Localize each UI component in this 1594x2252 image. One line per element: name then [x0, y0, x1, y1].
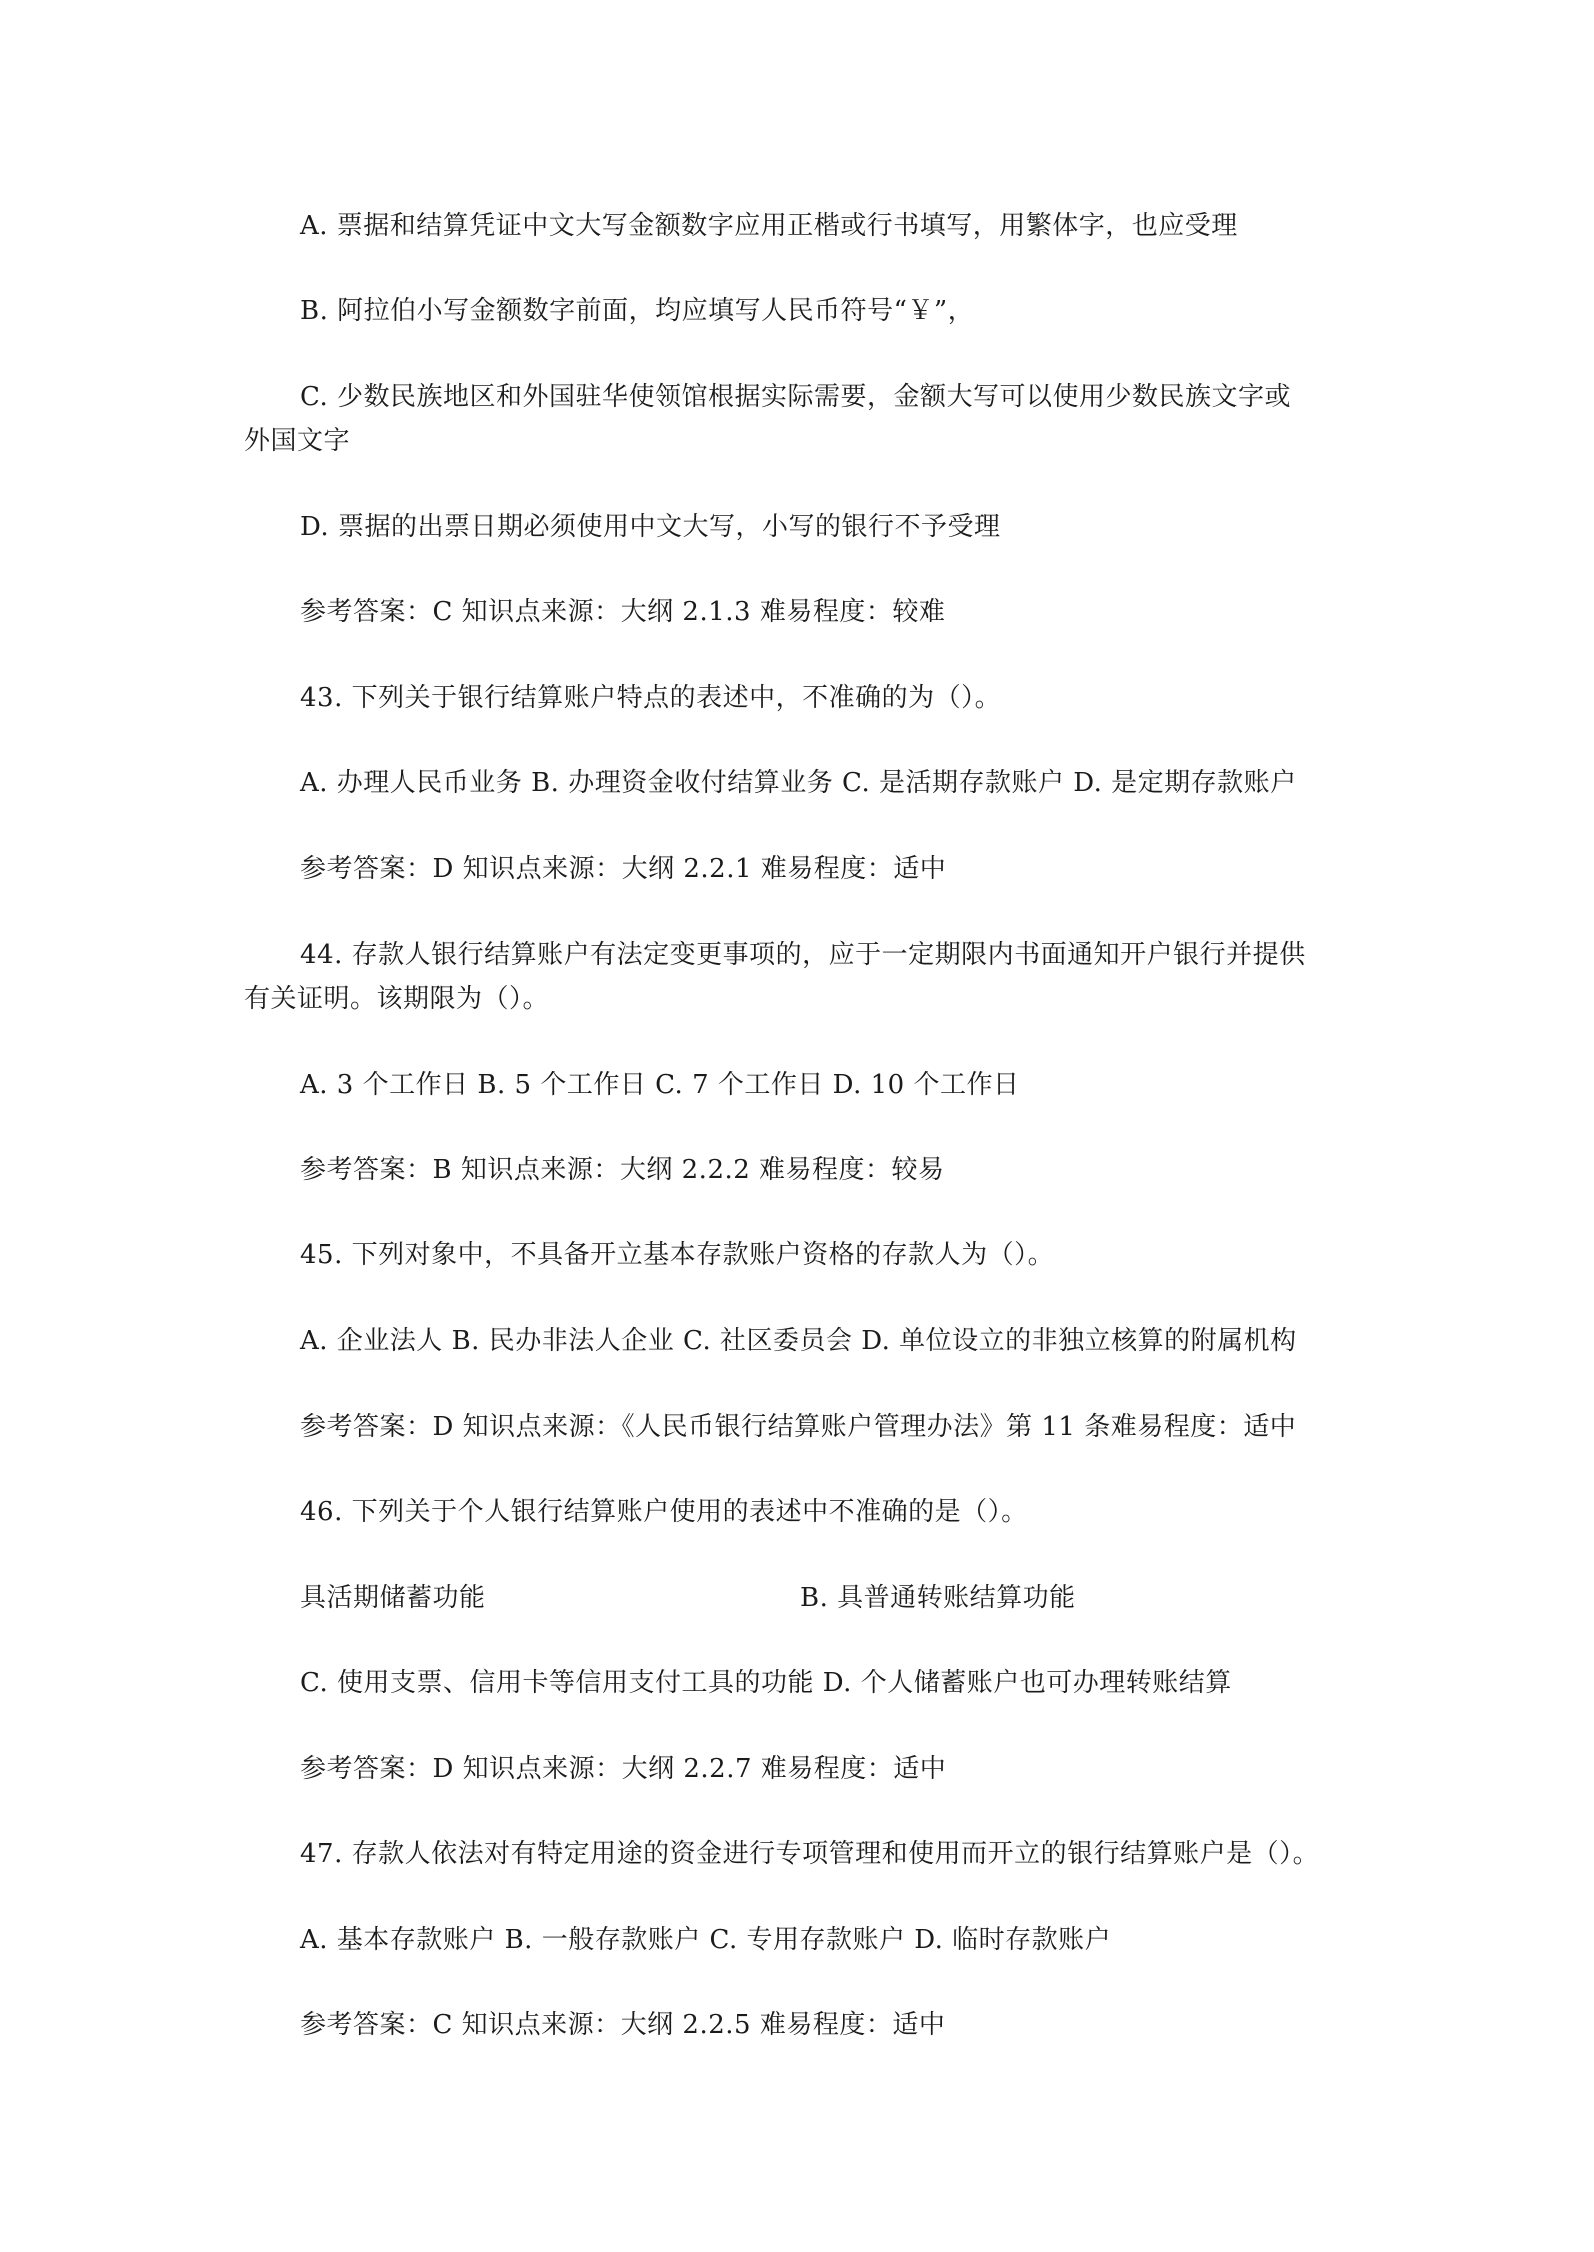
q43-question: 43. 下列关于银行结算账户特点的表述中，不准确的为（）。 — [300, 683, 1002, 713]
q46-options-cd: C. 使用支票、信用卡等信用支付工具的功能 D. 个人储蓄账户也可办理转账结算 — [300, 1668, 1232, 1698]
q45-answer: 参考答案：D 知识点来源：《人民币银行结算账户管理办法》第 11 条难易程度：适中 — [300, 1412, 1297, 1442]
q42-option-c-line1: C. 少数民族地区和外国驻华使领馆根据实际需要，金额大写可以使用少数民族文字或 — [300, 382, 1291, 412]
q43-options: A. 办理人民币业务 B. 办理资金收付结算业务 C. 是活期存款账户 D. 是定期存款账户 — [300, 768, 1297, 798]
q42-answer: 参考答案：C 知识点来源：大纲 2.1.3 难易程度：较难 — [300, 597, 946, 627]
q44-answer: 参考答案：B 知识点来源：大纲 2.2.2 难易程度：较易 — [300, 1155, 945, 1185]
q44-question-line1: 44. 存款人银行结算账户有法定变更事项的，应于一定期限内书面通知开户银行并提供 — [300, 940, 1306, 970]
q46-option-a: 具活期储蓄功能 — [300, 1583, 486, 1613]
q47-question: 47. 存款人依法对有特定用途的资金进行专项管理和使用而开立的银行结算账户是（）。 — [300, 1839, 1320, 1869]
q45-question: 45. 下列对象中，不具备开立基本存款账户资格的存款人为（）。 — [300, 1240, 1055, 1270]
q42-option-c-line2: 外国文字 — [244, 426, 351, 456]
q42-option-a: A. 票据和结算凭证中文大写金额数字应用正楷或行书填写，用繁体字，也应受理 — [300, 211, 1238, 241]
q43-answer: 参考答案：D 知识点来源：大纲 2.2.1 难易程度：适中 — [300, 854, 947, 884]
q47-answer: 参考答案：C 知识点来源：大纲 2.2.5 难易程度：适中 — [300, 2010, 946, 2040]
q44-options: A. 3 个工作日 B. 5 个工作日 C. 7 个工作日 D. 10 个工作日 — [300, 1070, 1020, 1100]
q44-question-line2: 有关证明。该期限为（）。 — [244, 984, 550, 1014]
q42-option-d: D. 票据的出票日期必须使用中文大写，小写的银行不予受理 — [300, 512, 1001, 542]
q46-question: 46. 下列关于个人银行结算账户使用的表述中不准确的是（）。 — [300, 1497, 1028, 1527]
q42-option-b: B. 阿拉伯小写金额数字前面，均应填写人民币符号“￥”， — [300, 296, 975, 326]
q46-answer: 参考答案：D 知识点来源：大纲 2.2.7 难易程度：适中 — [300, 1754, 947, 1784]
q47-options: A. 基本存款账户 B. 一般存款账户 C. 专用存款账户 D. 临时存款账户 — [300, 1925, 1112, 1955]
q46-option-b: B. 具普通转账结算功能 — [800, 1583, 1076, 1613]
q45-options: A. 企业法人 B. 民办非法人企业 C. 社区委员会 D. 单位设立的非独立核算的附属机构 — [300, 1326, 1297, 1356]
